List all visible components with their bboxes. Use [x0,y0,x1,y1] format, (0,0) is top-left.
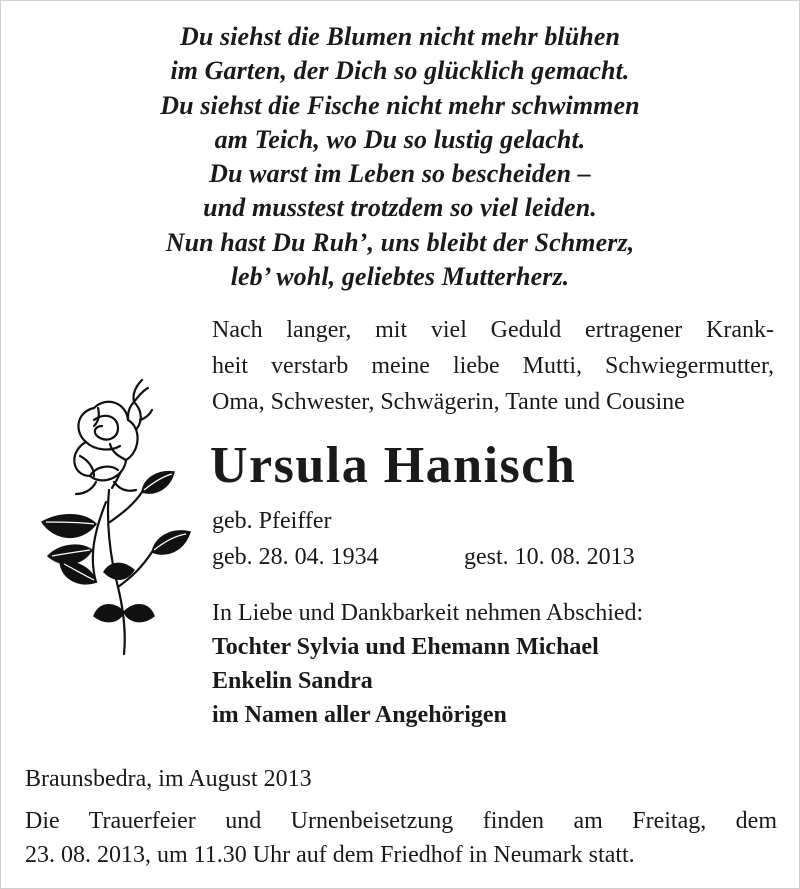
mourners-block [212,596,782,732]
ceremony-line: 23. 08. 2013, um 11.30 Uhr auf dem Friedhof in Neumark statt. [25,842,635,868]
announcement-line: heit verstarb meine liebe Mutti, Schwiegermutter, [212,353,774,379]
poem-line: und musstest trotzdem so viel leiden. [203,193,597,223]
poem-line: Du warst im Leben so bescheiden – [209,159,591,189]
death-date: gest. 10. 08. 2013 [464,544,635,570]
mourner-name: Enkelin Sandra [212,668,373,694]
mourner-name: im Namen aller Angehörigen [212,702,507,728]
ceremony-info [25,804,777,872]
poem [0,20,800,294]
poem-line: im Garten, der Dich so glücklich gemacht. [170,56,630,86]
poem-line: Du siehst die Fische nicht mehr schwimmen [160,90,640,120]
place-date: Braunsbedra, im August 2013 [25,766,312,792]
deceased-name: Ursula Hanisch [210,437,577,494]
death-announcement [212,312,774,420]
poem-line: am Teich, wo Du so lustig gelacht. [214,124,586,154]
birth-name: geb. Pfeiffer [212,508,332,534]
mourners-intro: In Liebe und Dankbarkeit nehmen Abschied: [212,600,644,626]
rose-icon [14,372,194,657]
poem-line: Du siehst die Blumen nicht mehr blühen [179,22,621,51]
ceremony-line: Die Trauerfeier und Urnenbeisetzung finden am Freitag, dem [25,808,777,834]
announcement-line: Nach langer, mit viel Geduld ertragener Krank- [212,317,774,343]
poem-line: Nun hast Du Ruh’, uns bleibt der Schmerz, [165,227,635,257]
mourner-name: Tochter Sylvia und Ehemann Michael [212,634,599,660]
birth-date: geb. 28. 04. 1934 [212,544,379,570]
announcement-line: Oma, Schwester, Schwägerin, Tante und Cousine [212,389,685,415]
poem-line: leb’ wohl, geliebtes Mutterherz. [230,262,570,292]
